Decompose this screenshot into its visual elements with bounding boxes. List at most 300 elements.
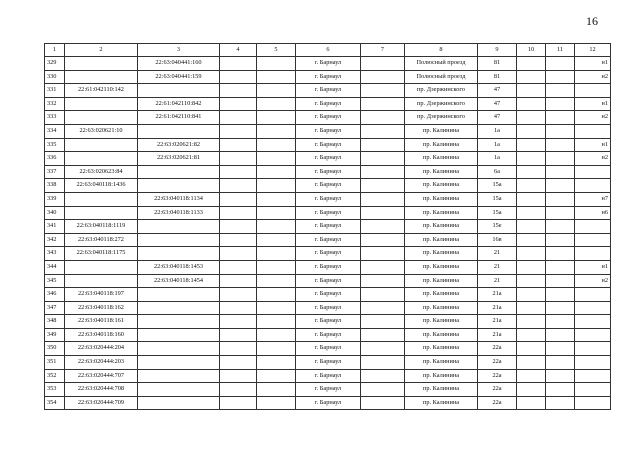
table-row [45,179,611,193]
locality-cell: г. Барнаул [296,247,361,261]
col4-cell [220,192,257,206]
col5-cell [257,97,296,111]
table-header-row [45,44,611,57]
col10-cell [517,70,546,84]
table-row [45,247,611,261]
table-row [45,356,611,370]
col4-cell [220,315,257,329]
premise-number-cell [575,179,611,193]
table-row [45,328,611,342]
col5-cell [257,356,296,370]
table-row [45,274,611,288]
table-row [45,315,611,329]
locality-cell: г. Барнаул [296,369,361,383]
locality-cell: г. Барнаул [296,111,361,125]
premise-cadastral-cell [138,233,220,247]
col4-cell [220,356,257,370]
column-header: 12 [575,44,611,57]
house-number-cell: 21 [478,274,517,288]
premise-cadastral-cell: 22:63:040441:159 [138,70,220,84]
col10-cell [517,301,546,315]
col5-cell [257,165,296,179]
premise-number-cell: н2 [575,274,611,288]
col7-cell [361,111,405,125]
col11-cell [546,124,575,138]
premise-number-cell [575,233,611,247]
premise-number-cell [575,396,611,410]
col7-cell [361,247,405,261]
parent-cadastral-cell [65,260,138,274]
premise-cadastral-cell: 22:63:040118:1133 [138,206,220,220]
parent-cadastral-cell: 22:63:040118:1119 [65,220,138,234]
page-number: 16 [586,14,598,28]
table-row [45,57,611,71]
locality-cell: г. Барнаул [296,179,361,193]
col11-cell [546,192,575,206]
parent-cadastral-cell: 22:63:020444:204 [65,342,138,356]
col7-cell [361,233,405,247]
col11-cell [546,301,575,315]
house-number-cell: 21а [478,328,517,342]
row-number-cell: 338 [45,179,65,193]
locality-cell: г. Барнаул [296,138,361,152]
col5-cell [257,84,296,98]
col4-cell [220,57,257,71]
house-number-cell: 21а [478,315,517,329]
col10-cell [517,369,546,383]
row-number-cell: 341 [45,220,65,234]
street-cell: пр. Калинина [405,383,478,397]
col11-cell [546,274,575,288]
row-number-cell: 348 [45,315,65,329]
col7-cell [361,288,405,302]
street-cell: пр. Калинина [405,356,478,370]
house-number-cell: 15а [478,192,517,206]
premise-number-cell: н2 [575,70,611,84]
premise-number-cell: н7 [575,192,611,206]
house-number-cell: 6а [478,165,517,179]
premise-number-cell: н1 [575,97,611,111]
premise-cadastral-cell [138,342,220,356]
locality-cell: г. Барнаул [296,84,361,98]
col10-cell [517,84,546,98]
col10-cell [517,165,546,179]
table-row [45,124,611,138]
col10-cell [517,97,546,111]
col5-cell [257,328,296,342]
col7-cell [361,138,405,152]
column-header: 5 [257,44,296,57]
premise-number-cell [575,383,611,397]
street-cell: пр. Калинина [405,138,478,152]
premise-cadastral-cell: 22:63:040118:1454 [138,274,220,288]
col10-cell [517,356,546,370]
street-cell: пр. Калинина [405,179,478,193]
col10-cell [517,220,546,234]
premise-cadastral-cell [138,84,220,98]
col7-cell [361,260,405,274]
col5-cell [257,70,296,84]
row-number-cell: 342 [45,233,65,247]
col10-cell [517,233,546,247]
table-row [45,396,611,410]
premise-cadastral-cell [138,383,220,397]
col4-cell [220,152,257,166]
col11-cell [546,97,575,111]
row-number-cell: 330 [45,70,65,84]
col4-cell [220,165,257,179]
street-cell: Полюсный проезд [405,70,478,84]
row-number-cell: 346 [45,288,65,302]
house-number-cell: 47 [478,97,517,111]
col7-cell [361,165,405,179]
premise-cadastral-cell [138,369,220,383]
row-number-cell: 329 [45,57,65,71]
col4-cell [220,383,257,397]
col7-cell [361,369,405,383]
table-row [45,383,611,397]
col5-cell [257,57,296,71]
col10-cell [517,396,546,410]
street-cell: пр. Калинина [405,124,478,138]
house-number-cell: 21 [478,260,517,274]
locality-cell: г. Барнаул [296,192,361,206]
col4-cell [220,369,257,383]
col5-cell [257,179,296,193]
row-number-cell: 332 [45,97,65,111]
col4-cell [220,328,257,342]
col4-cell [220,288,257,302]
locality-cell: г. Барнаул [296,260,361,274]
locality-cell: г. Барнаул [296,328,361,342]
table-row [45,301,611,315]
col7-cell [361,315,405,329]
col10-cell [517,111,546,125]
col7-cell [361,57,405,71]
table-row [45,111,611,125]
col5-cell [257,247,296,261]
locality-cell: г. Барнаул [296,220,361,234]
table-body [45,44,611,410]
premise-number-cell [575,165,611,179]
column-header: 7 [361,44,405,57]
col5-cell [257,274,296,288]
col5-cell [257,152,296,166]
parent-cadastral-cell: 22:63:020444:709 [65,396,138,410]
col7-cell [361,84,405,98]
col7-cell [361,301,405,315]
col10-cell [517,152,546,166]
col10-cell [517,328,546,342]
parent-cadastral-cell [65,138,138,152]
col7-cell [361,396,405,410]
house-number-cell: 47 [478,84,517,98]
street-cell: пр. Калинина [405,274,478,288]
col10-cell [517,274,546,288]
parent-cadastral-cell: 22:63:020623:84 [65,165,138,179]
column-header: 2 [65,44,138,57]
table-row [45,165,611,179]
col5-cell [257,206,296,220]
col5-cell [257,396,296,410]
street-cell: пр. Дзержинского [405,111,478,125]
parent-cadastral-cell [65,192,138,206]
row-number-cell: 337 [45,165,65,179]
col4-cell [220,206,257,220]
col4-cell [220,342,257,356]
col5-cell [257,301,296,315]
col10-cell [517,383,546,397]
parent-cadastral-cell [65,57,138,71]
col7-cell [361,192,405,206]
col4-cell [220,138,257,152]
col10-cell [517,57,546,71]
parent-cadastral-cell: 22:63:040118:1436 [65,179,138,193]
col7-cell [361,274,405,288]
col11-cell [546,356,575,370]
premise-cadastral-cell [138,165,220,179]
col10-cell [517,260,546,274]
col5-cell [257,124,296,138]
row-number-cell: 335 [45,138,65,152]
street-cell: пр. Калинина [405,301,478,315]
premise-number-cell [575,369,611,383]
col4-cell [220,260,257,274]
premise-number-cell: н6 [575,206,611,220]
parent-cadastral-cell: 22:63:040118:1175 [65,247,138,261]
table-row [45,70,611,84]
locality-cell: г. Барнаул [296,70,361,84]
col7-cell [361,342,405,356]
column-header: 11 [546,44,575,57]
table-row [45,220,611,234]
locality-cell: г. Барнаул [296,315,361,329]
locality-cell: г. Барнаул [296,97,361,111]
parent-cadastral-cell: 22:63:020444:708 [65,383,138,397]
table-row [45,192,611,206]
locality-cell: г. Барнаул [296,342,361,356]
premise-number-cell [575,315,611,329]
col7-cell [361,70,405,84]
col11-cell [546,247,575,261]
col10-cell [517,138,546,152]
street-cell: пр. Калинина [405,396,478,410]
premise-cadastral-cell: 22:63:040118:1453 [138,260,220,274]
column-header: 10 [517,44,546,57]
parent-cadastral-cell [65,152,138,166]
col11-cell [546,328,575,342]
house-number-cell: 1а [478,124,517,138]
house-number-cell: 81 [478,70,517,84]
premise-cadastral-cell [138,124,220,138]
col10-cell [517,342,546,356]
house-number-cell: 81 [478,57,517,71]
row-number-cell: 343 [45,247,65,261]
parent-cadastral-cell: 22:63:040118:161 [65,315,138,329]
col4-cell [220,179,257,193]
table-row [45,233,611,247]
premise-cadastral-cell [138,315,220,329]
col7-cell [361,220,405,234]
col11-cell [546,369,575,383]
col10-cell [517,288,546,302]
locality-cell: г. Барнаул [296,233,361,247]
table-row [45,342,611,356]
col11-cell [546,152,575,166]
row-number-cell: 340 [45,206,65,220]
col4-cell [220,111,257,125]
col7-cell [361,152,405,166]
col5-cell [257,288,296,302]
house-number-cell: 22а [478,369,517,383]
col4-cell [220,70,257,84]
parent-cadastral-cell [65,274,138,288]
col7-cell [361,124,405,138]
premise-number-cell [575,301,611,315]
row-number-cell: 345 [45,274,65,288]
premise-number-cell [575,342,611,356]
premise-cadastral-cell: 22:63:020621:81 [138,152,220,166]
col10-cell [517,247,546,261]
col4-cell [220,274,257,288]
col11-cell [546,288,575,302]
locality-cell: г. Барнаул [296,124,361,138]
premise-number-cell: н1 [575,57,611,71]
street-cell: пр. Калинина [405,315,478,329]
street-cell: пр. Калинина [405,152,478,166]
col11-cell [546,138,575,152]
premise-cadastral-cell [138,301,220,315]
col4-cell [220,396,257,410]
premise-number-cell: н1 [575,138,611,152]
street-cell: пр. Калинина [405,247,478,261]
premise-cadastral-cell [138,288,220,302]
premise-number-cell [575,288,611,302]
col11-cell [546,206,575,220]
row-number-cell: 334 [45,124,65,138]
col5-cell [257,315,296,329]
column-header: 1 [45,44,65,57]
col10-cell [517,124,546,138]
row-number-cell: 333 [45,111,65,125]
locality-cell: г. Барнаул [296,152,361,166]
premise-number-cell [575,84,611,98]
street-cell: пр. Калинина [405,369,478,383]
col11-cell [546,342,575,356]
row-number-cell: 344 [45,260,65,274]
street-cell: пр. Калинина [405,206,478,220]
locality-cell: г. Барнаул [296,288,361,302]
locality-cell: г. Барнаул [296,301,361,315]
row-number-cell: 347 [45,301,65,315]
col5-cell [257,138,296,152]
col11-cell [546,220,575,234]
col5-cell [257,383,296,397]
column-header: 4 [220,44,257,57]
col11-cell [546,57,575,71]
premise-cadastral-cell [138,220,220,234]
premise-number-cell [575,328,611,342]
col7-cell [361,356,405,370]
parent-cadastral-cell: 22:63:040118:272 [65,233,138,247]
locality-cell: г. Барнаул [296,396,361,410]
col5-cell [257,260,296,274]
house-number-cell: 22а [478,342,517,356]
premise-number-cell: н1 [575,260,611,274]
column-header: 9 [478,44,517,57]
house-number-cell: 21а [478,288,517,302]
premise-number-cell [575,220,611,234]
house-number-cell: 21 [478,247,517,261]
house-number-cell: 22а [478,396,517,410]
row-number-cell: 339 [45,192,65,206]
col10-cell [517,179,546,193]
col5-cell [257,342,296,356]
premise-number-cell [575,247,611,261]
col4-cell [220,97,257,111]
table-row [45,97,611,111]
house-number-cell: 22а [478,383,517,397]
row-number-cell: 354 [45,396,65,410]
table-row [45,152,611,166]
row-number-cell: 349 [45,328,65,342]
premise-cadastral-cell: 22:63:040118:1134 [138,192,220,206]
col11-cell [546,84,575,98]
col4-cell [220,220,257,234]
row-number-cell: 336 [45,152,65,166]
parent-cadastral-cell: 22:63:020444:707 [65,369,138,383]
house-number-cell: 15е [478,220,517,234]
registry-table [44,43,611,410]
street-cell: пр. Калинина [405,165,478,179]
street-cell: пр. Дзержинского [405,84,478,98]
house-number-cell: 22а [478,356,517,370]
house-number-cell: 16в [478,233,517,247]
street-cell: пр. Калинина [405,233,478,247]
col11-cell [546,315,575,329]
locality-cell: г. Барнаул [296,57,361,71]
col4-cell [220,84,257,98]
premise-cadastral-cell [138,247,220,261]
parent-cadastral-cell: 22:61:042110:142 [65,84,138,98]
row-number-cell: 351 [45,356,65,370]
col10-cell [517,206,546,220]
locality-cell: г. Барнаул [296,274,361,288]
parent-cadastral-cell: 22:63:040118:160 [65,328,138,342]
col11-cell [546,70,575,84]
table-row [45,260,611,274]
row-number-cell: 353 [45,383,65,397]
col11-cell [546,165,575,179]
parent-cadastral-cell: 22:63:020444:203 [65,356,138,370]
col4-cell [220,247,257,261]
street-cell: пр. Калинина [405,288,478,302]
street-cell: пр. Дзержинского [405,97,478,111]
col11-cell [546,260,575,274]
street-cell: пр. Калинина [405,342,478,356]
street-cell: пр. Калинина [405,328,478,342]
col11-cell [546,233,575,247]
locality-cell: г. Барнаул [296,165,361,179]
street-cell: пр. Калинина [405,192,478,206]
table-row [45,206,611,220]
premise-cadastral-cell: 22:61:042110:842 [138,97,220,111]
col7-cell [361,206,405,220]
col11-cell [546,111,575,125]
parent-cadastral-cell [65,97,138,111]
col7-cell [361,328,405,342]
premise-cadastral-cell [138,179,220,193]
